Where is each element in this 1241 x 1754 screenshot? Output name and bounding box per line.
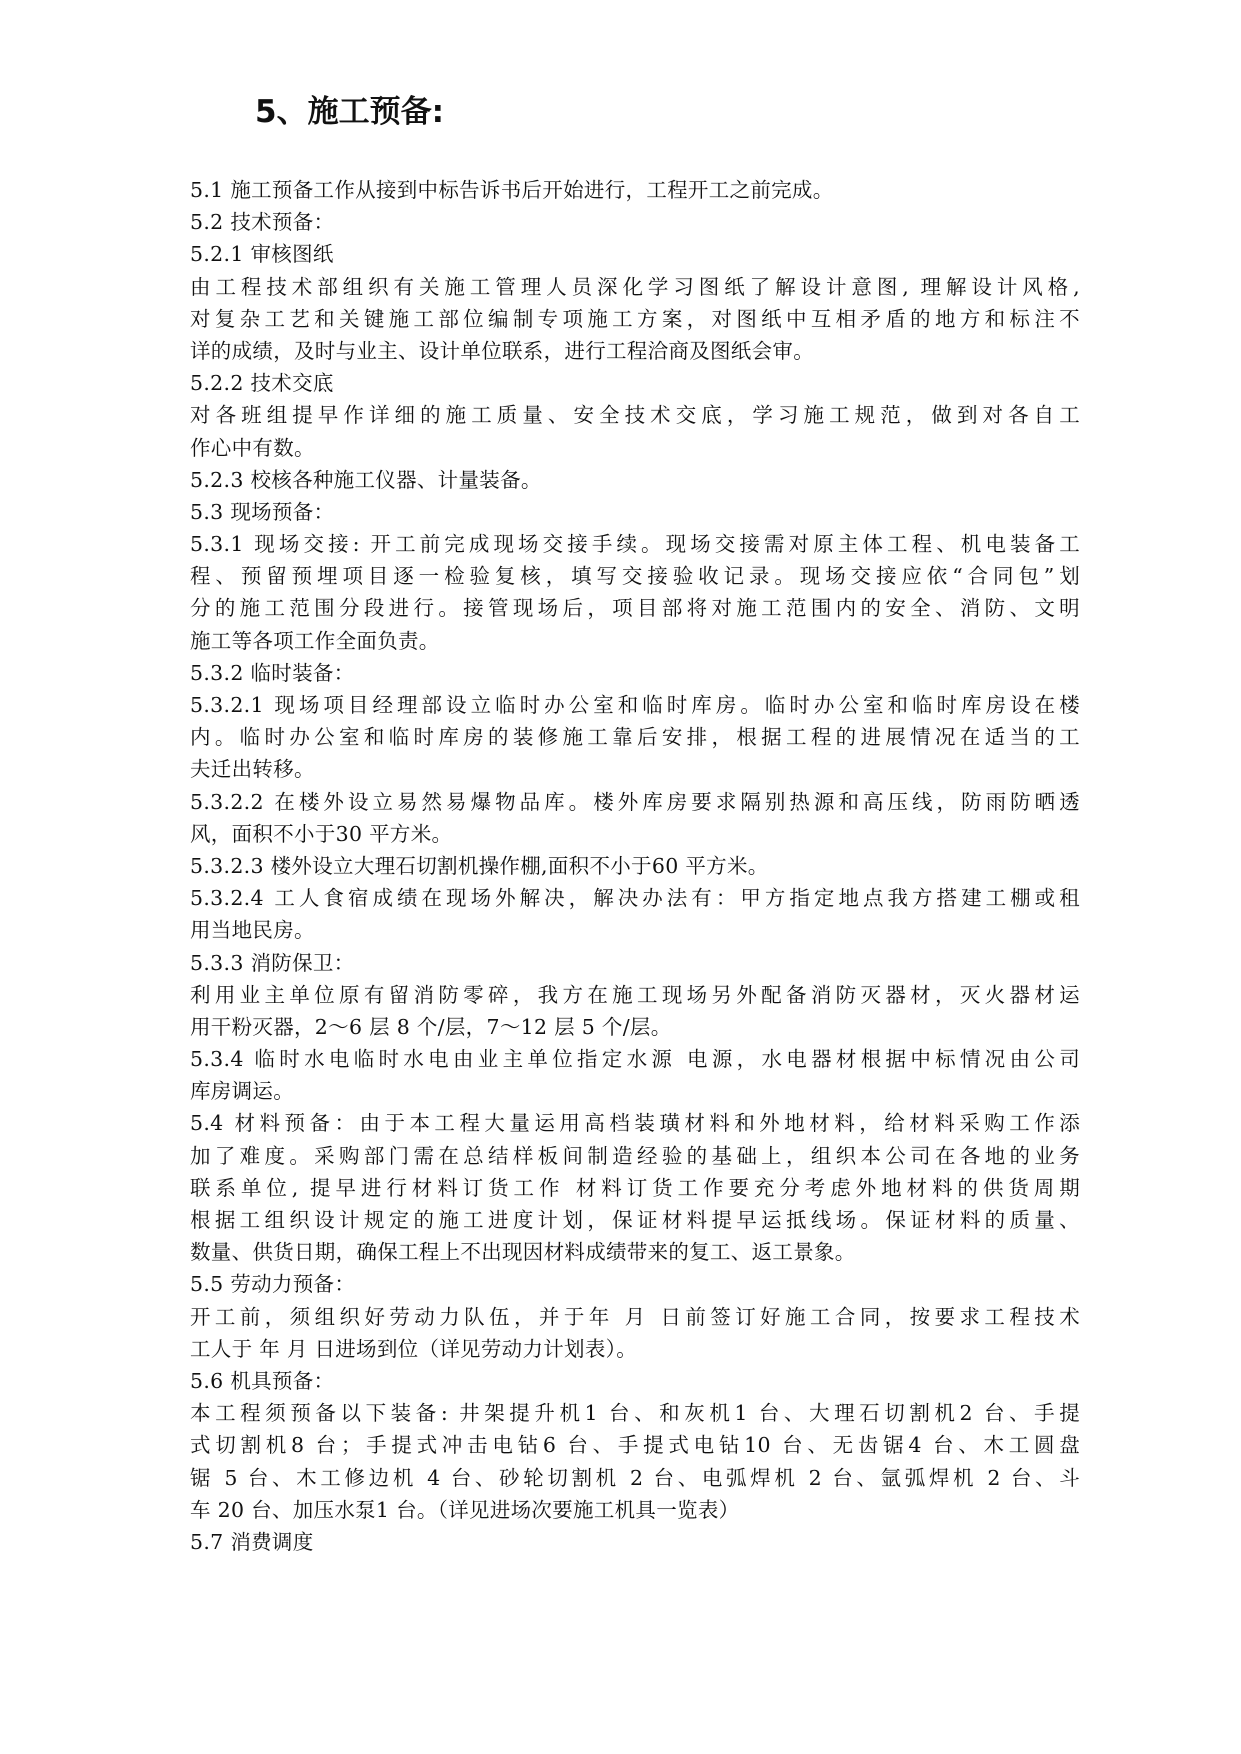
- text-line: 夫迁出转移。: [190, 757, 315, 782]
- text-line: 5.2.3 校核各种施工仪器、计量装备。: [190, 467, 542, 492]
- text-line: 开工前，须组织好劳动力队伍，并于年 月 日前签订好施工合同，按要求工程技术: [190, 1304, 1080, 1329]
- text-line: 由工程技术部组织有关施工管理人员深化学习图纸了解设计意图, 理解设计风格,: [190, 274, 1080, 299]
- text-line: 库房调运。: [190, 1079, 294, 1104]
- text-line: 5.3.2.2 在楼外设立易然易爆物品库。楼外库房要求隔别热源和高压线，防雨防晒透: [190, 789, 1080, 814]
- text-line: 5.2.1 审核图纸: [190, 242, 334, 267]
- text-line: 用当地民房。: [190, 918, 315, 943]
- text-line: 锯 5 台、木工修边机 4 台、砂轮切割机 2 台、电弧焊机 2 台、氩弧焊机 2 台、斗: [190, 1465, 1080, 1490]
- text-line: 加了难度。采购部门需在总结样板间制造经验的基础上，组织本公司在各地的业务: [190, 1143, 1080, 1168]
- text-line: 联系单位, 提早进行材料订货工作 材料订货工作要充分考虑外地材料的供货周期: [190, 1175, 1080, 1200]
- text-line: 本工程须预备以下装备: 井架提升机1 台、和灰机1 台、大理石切割机2 台、手提: [190, 1401, 1080, 1426]
- text-line: 利用业主单位原有留消防零碎，我方在施工现场另外配备消防灭器材，灭火器材运: [190, 982, 1080, 1007]
- text-line: 对复杂工艺和关键施工部位编制专项施工方案，对图纸中互相矛盾的地方和标注不: [190, 306, 1080, 331]
- text-line: 5.3.2.4 工人食宿成绩在现场外解决，解决办法有：甲方指定地点我方搭建工棚或租: [190, 886, 1080, 911]
- text-line: 5.7 消费调度: [190, 1529, 314, 1554]
- text-line: 5.2.2 技术交底: [190, 371, 334, 396]
- text-line: 5.3.2.3 楼外设立大理石切割机操作棚,面积不小于60 平方米。: [190, 853, 769, 878]
- text-line: 对各班组提早作详细的施工质量、安全技术交底，学习施工规范，做到对各自工: [190, 403, 1080, 428]
- text-line: 作心中有数。: [190, 435, 315, 460]
- text-line: 风，面积不小于30 平方米。: [190, 821, 453, 846]
- text-line: 5.3.1 现场交接: 开工前完成现场交接手续。现场交接需对原主体工程、机电装备工: [190, 532, 1080, 557]
- text-line: 车 20 台、加压水泵1 台。（详见进场次要施工机具一览表）: [190, 1497, 740, 1522]
- text-line: 工人于 年 月 日进场到位（详见劳动力计划表）。: [190, 1336, 637, 1361]
- text-line: 数量、供货日期，确保工程上不出现因材料成绩带来的复工、返工景象。: [190, 1240, 856, 1265]
- text-line: 式切割机8 台；手提式冲击电钻6 台、手提式电钻10 台、无齿锯4 台、木工圆盘: [190, 1433, 1080, 1458]
- text-line: 5.5 劳动力预备：: [190, 1272, 356, 1297]
- document-body: [190, 174, 1080, 1558]
- text-line: 5.3 现场预备：: [190, 499, 335, 524]
- text-line: 施工等各项工作全面负责。: [190, 628, 440, 653]
- text-line: 根据工组织设计规定的施工进度计划，保证材料提早运抵线场。保证材料的质量、: [190, 1208, 1080, 1232]
- text-line: 5.3.4 临时水电临时水电由业主单位指定水源 电源，水电器材根据中标情况由公司: [190, 1047, 1080, 1072]
- text-line: 5.6 机具预备：: [190, 1368, 335, 1393]
- text-line: 内。临时办公室和临时库房的装修施工靠后安排，根据工程的进展情况在适当的工: [190, 725, 1080, 750]
- text-line: 5.4 材料预备：由于本工程大量运用高档装璜材料和外地材料，给材料采购工作添: [190, 1111, 1080, 1136]
- text-line: 5.2 技术预备：: [190, 210, 335, 235]
- section-title: 5、施工预备:: [255, 94, 444, 130]
- text-line: 5.3.2 临时装备：: [190, 660, 355, 685]
- text-line: 5.3.2.1 现场项目经理部设立临时办公室和临时库房。临时办公室和临时库房设在楼: [190, 693, 1080, 717]
- text-line: 5.3.3 消防保卫：: [190, 950, 355, 975]
- text-line: 5.1 施工预备工作从接到中标告诉书后开始进行，工程开工之前完成。: [190, 178, 834, 202]
- text-line: 详的成绩，及时与业主、设计单位联系，进行工程洽商及图纸会审。: [190, 338, 814, 363]
- text-line: 程、预留预埋项目逐一检验复核，填写交接验收记录。现场交接应依“合同包”划: [190, 564, 1080, 589]
- text-line: 分的施工范围分段进行。接管现场后，项目部将对施工范围内的安全、消防、文明: [190, 596, 1080, 621]
- text-line: 用干粉灭器，2～6 层 8 个/层，7～12 层 5 个/层。: [190, 1014, 672, 1039]
